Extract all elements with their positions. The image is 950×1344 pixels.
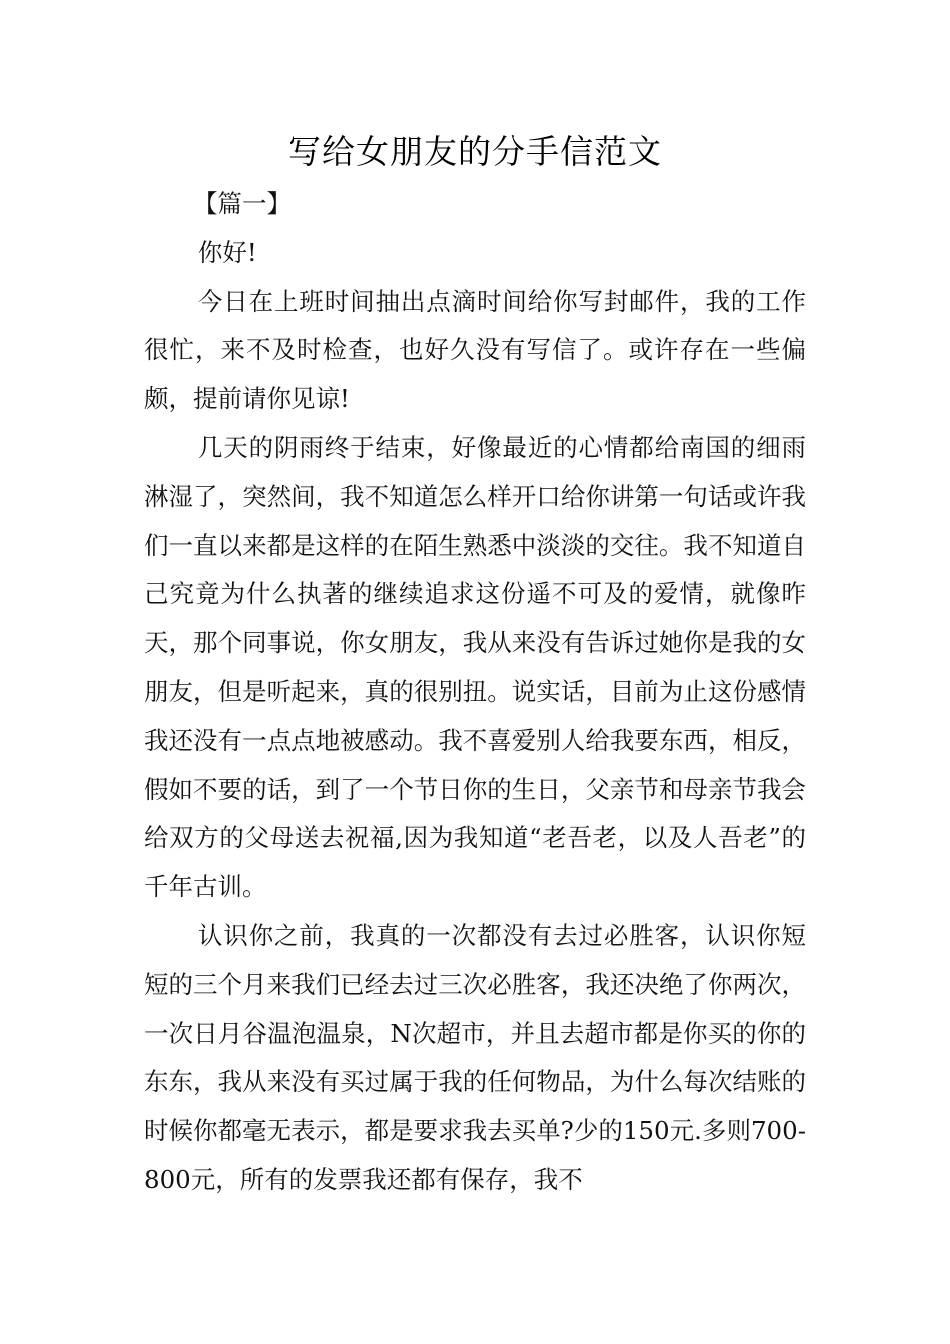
section-label: 【篇一】 xyxy=(193,189,291,218)
document-title: 写给女朋友的分手信范文 xyxy=(288,132,662,171)
paragraph-2: 几天的阴雨终于结束，好像最近的心情都给南国的细雨淋湿了，突然间，我不知道怎么样开口给你讲第一句话或许我们一直以来都是这样的在陌生熟悉中淡淡的交往。我不知道自己究竟为什么执著的继续追求这份遥不可及的爱情，就像昨天，那个同事说，你女朋友，我从来没有告诉过她你是我的女朋友，但是听起来，真的很别扭。说实话，目前为止这份感情我还没有一点点地被感动。我不喜爱别人给我要东西，相反，假如不要的话，到了一个节日你的生日，父亲节和母亲节我会给双方的父母送去祝福,因为我知道“老吾老，以及人吾老”的千年古训。 xyxy=(144,432,806,902)
paragraph-1: 今日在上班时间抽出点滴时间给你写封邮件，我的工作很忙，来不及时检查，也好久没有写信了。或许存在一些偏颇，提前请你见谅! xyxy=(144,286,806,414)
greeting: 你好! xyxy=(197,237,257,267)
paragraph-3: 认识你之前，我真的一次都没有去过必胜客，认识你短短的三个月来我们已经去过三次必胜客，我还决绝了你两次，一次日月谷温泡温泉，N次超市，并且去超市都是你买的你的东东，我从来没有买过属于我的任何物品，为什么每次结账的时候你都毫无表示，都是要求我去买单?少的150元.多则700-800元，所有的发票我还都有保存，我不 xyxy=(144,920,806,1194)
document-body xyxy=(144,180,806,1205)
